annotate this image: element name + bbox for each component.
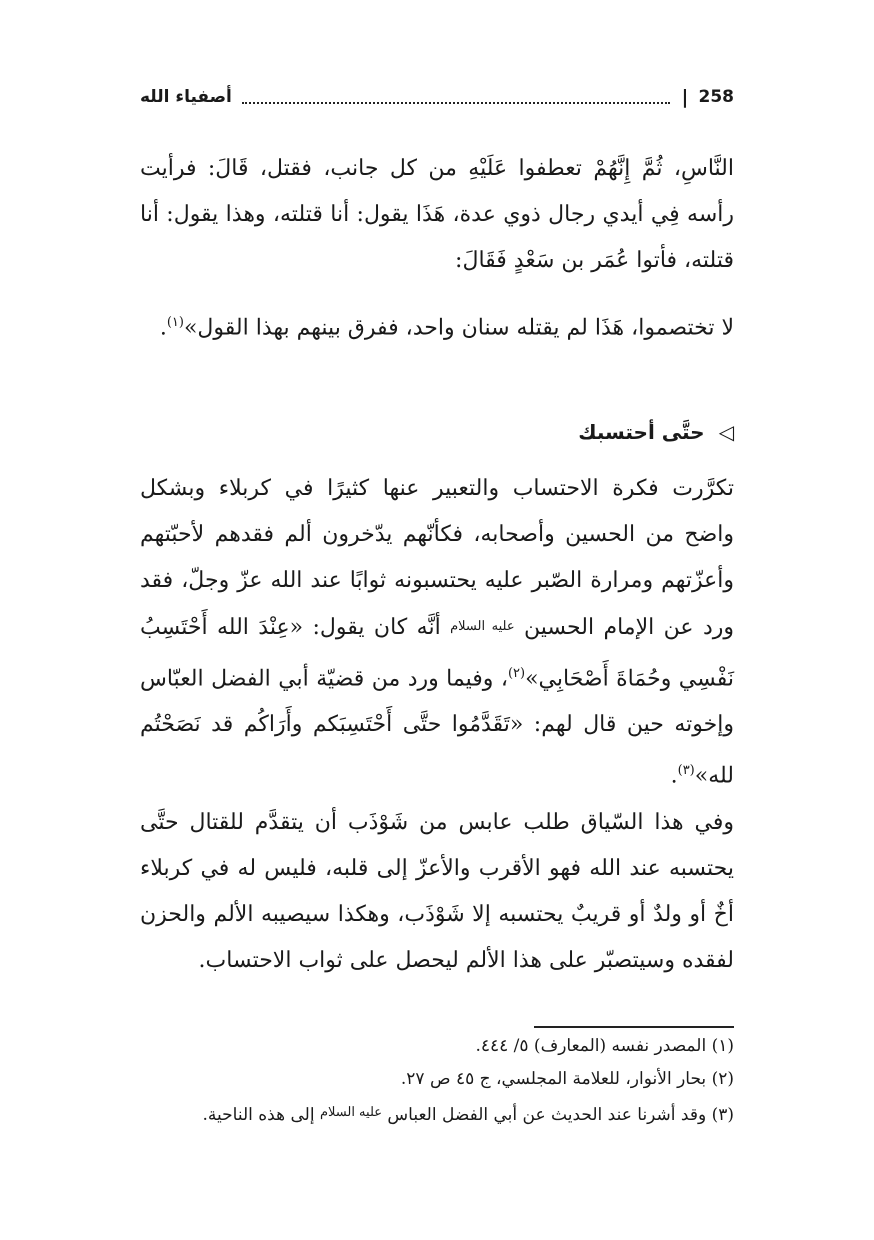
paragraph-2-text-b: أنَّه كان يقول: «عِنْدَ الله أَحْتَسِبُ نَفْسِي وحُمَاةَ أَصْحَابِي»: [140, 615, 734, 692]
book-page: [140, 0, 734, 1240]
quote-paragraph: [140, 300, 734, 351]
footnote-ref-3: (٣): [677, 763, 695, 779]
dotted-leader: [242, 102, 670, 104]
paragraph-3: [140, 800, 734, 984]
paragraph-3-text: وفي هذا السّياق طلب عابس من شَوْذَب أن يتقدَّم للقتال حتَّى يحتسبه عند الله فهو الأقرب والأعزّ إلى قلبه، فليس له في كربلاء أخٌ أو ولدٌ أو قريبٌ يحتسبه إلا شَوْذَب، وهكذا سيصيبه الألم والحزن لفقده وسيتصبّر على هذا الألم ليحصل على ثواب الاحتساب.: [140, 810, 734, 973]
paragraph-2-text-c: ، وفيما ورد من قضيّة أبي الفضل العبّاس وإخوته حين قال لهم: «تَقَدَّمُوا حتَّى أَحْتَسِبَكم وأَرَاكُم قد نَصَحْتُم لله»: [140, 666, 734, 789]
page-number: 258: [698, 87, 734, 107]
triangle-marker-icon: ◁: [718, 420, 734, 444]
paragraph-2-end: .: [670, 763, 678, 789]
quote-end: .: [159, 315, 167, 341]
honorific-ligature: عليه السلام: [450, 619, 515, 634]
footnote-3-text-a: (٣) وقد أشرنا عند الحديث عن أبي الفضل العباس: [387, 1105, 734, 1125]
paragraph-1: [140, 146, 734, 284]
footnote-1: (١) المصدر نفسه (المعارف) ٥/ ٤٤٤.: [475, 1036, 734, 1056]
running-header: [140, 82, 734, 112]
footnote-ref-2: (٢): [507, 666, 526, 681]
paragraph-1-text: النَّاسِ، ثُمَّ إِنَّهُمْ تعطفوا عَلَيْهِ من كل جانب، فقتل، قَالَ: فرأيت رأسه فِي أيدي رجال ذوي عدة، هَذَا يقول: أنا قتلته، وهذا يقول: أنا قتلته، فأتوا عُمَر بن سَعْدٍ فَقَالَ:: [140, 156, 734, 273]
quote-text: لا تختصموا، هَذَا لم يقتله سنان واحد، ففرق بينهم بهذا القول»: [183, 315, 734, 341]
book-title: أصفياء الله: [140, 87, 232, 107]
paragraph-2-text-a: تكرَّرت فكرة الاحتساب والتعبير عنها كثيرًا في كربلاء وبشكل واضح من الحسين وأصحابه، فكأنّهم يدّخرون ألم فقدهم لأحبّتهم وأعزّتهم ومرارة الصّبر عليه يحتسبونه ثوابًا عند الله عزّ وجلّ، فقد ورد عن الإمام الحسين: [140, 476, 734, 640]
footnote-3-text-b: إلى هذه الناحية.: [202, 1105, 315, 1125]
footnote-3: [140, 1096, 734, 1132]
footnote-divider: [534, 1026, 734, 1028]
footnote-3-honorific: عليه السلام: [319, 1105, 383, 1120]
section-heading-text: حتَّى أحتسبك: [578, 420, 705, 444]
footnote-2: (٢) بحار الأنوار، للعلامة المجلسي، ج ٤٥ ص ٢٧.: [400, 1069, 734, 1089]
header-separator: |: [681, 86, 689, 108]
section-heading: [140, 412, 734, 452]
footnotes: [140, 1030, 734, 1132]
paragraph-2: [140, 466, 734, 800]
footnote-ref-1: (١): [166, 315, 184, 330]
